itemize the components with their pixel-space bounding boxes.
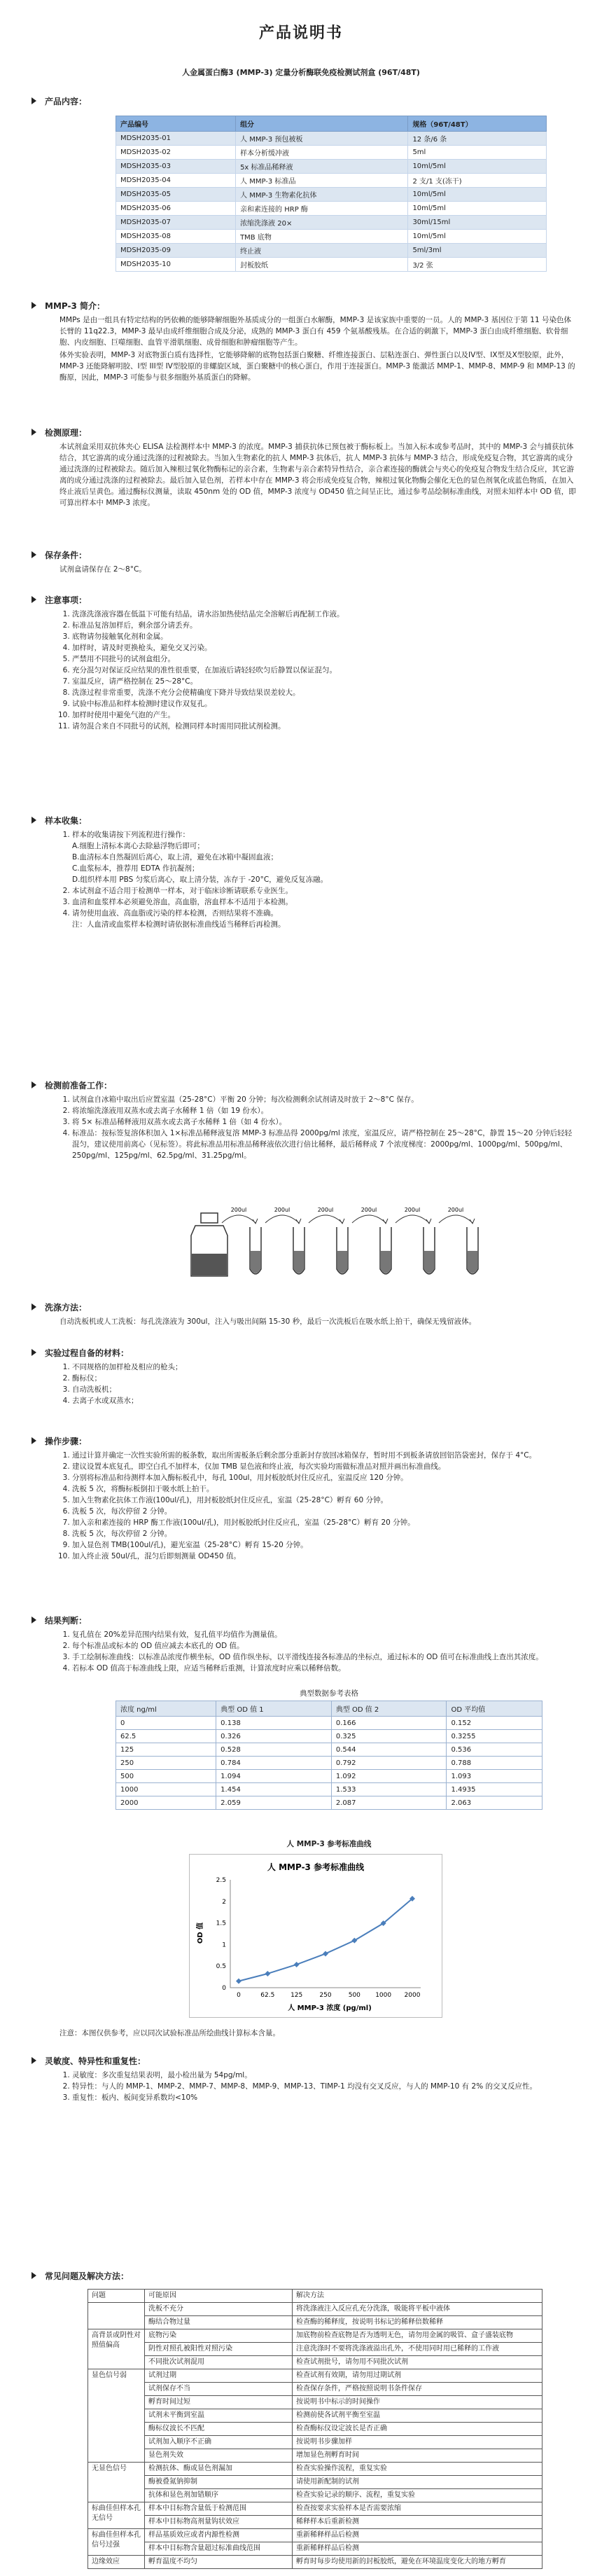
table-row xyxy=(116,1770,542,1783)
data-point xyxy=(236,1979,241,1984)
table-cell: 0.544 xyxy=(331,1743,447,1757)
table-cell: 1.093 xyxy=(447,1770,542,1783)
table-row xyxy=(88,2449,542,2463)
step-item: 4. 洗板 5 次，将酶标板倒扣于吸水纸上拍干。 xyxy=(72,1483,578,1495)
faq-cause-cell: 试剂未平衡到室温 xyxy=(145,2409,293,2423)
chart-note: 注意：本图仅供参考，应以同次试验标准品所绘曲线计算标本含量。 xyxy=(59,2029,280,2037)
section-prep xyxy=(31,1079,578,1161)
table-row xyxy=(116,188,547,202)
principle-paragraph: 本试剂盒采用双抗体夹心 ELISA 法检测样本中 MMP-3 的浓度。MMP-3 捕获抗体已预包被于酶标板上。当加入标本或参考品时，其中的 MMP-3 会与捕获抗体结合，其它游离的成分通过洗涤的过程被除去。当加入生物素化的抗人 MMP-3 抗体后，抗人 MMP-3 抗体与 MMP-3 结合，形成免疫复合物，其它游离的成分通过洗涤的过程被除去。随后加入辣根过氧化物酶标记的亲合素，生物素与亲合素特异性结合，亲合素连接的酶就会与夹心的免疫复合物发生结合反应，其它游离的成分通过洗涤的过程被除去。最后加入显色剂，若样本中存在 MMP-3 将会形成免疫复合物，辣根过氧化物酶会催化无色的显色剂氧化成蓝色物质，在加入终止液后呈黄色。通过酶标仪测量，读取 450nm 处的 OD 值，MMP-3 浓度与 OD450 值之间呈正比，通过参考品绘制标准曲线，对照未知样本中 OD 值，即可算出样本中 MMP-3 浓度。 xyxy=(59,443,576,507)
y-tick-label: 1.5 xyxy=(216,1920,226,1927)
faq-cause-cell: 样本中目标物含量低于检测范围 xyxy=(145,2502,293,2516)
list-item: 3. 血清和血浆样本必须避免溶血，高血脂，溶血样本不适用于本检测。 xyxy=(72,896,578,908)
faq-solution-cell: 检查试剂批号，请勿用不同批次试剂 xyxy=(293,2356,542,2369)
table-row xyxy=(88,2516,542,2529)
table-row xyxy=(88,2396,542,2409)
table-cell: 1.094 xyxy=(216,1770,332,1783)
note-item: 3. 底物请勿接触氧化剂和金属。 xyxy=(72,631,578,642)
prep-item: 1. 试剂盒自冰箱中取出后应置室温（25-28°C）平衡 20 分钟；每次检测剩余试剂请及时放于 2～8°C 保存。 xyxy=(72,1094,578,1105)
table-row xyxy=(116,1743,542,1757)
y-tick-label: 0.5 xyxy=(216,1963,226,1971)
result-item: 2. 每个标准品或标本的 OD 值应减去本底孔的 OD 值。 xyxy=(72,1640,578,1651)
chart-title: 人 MMP-3 参考标准曲线 xyxy=(267,1862,365,1872)
faq-solution-cell: 注意洗涤时不要将洗涤液溢出孔外，不使用同时用已稀释的工作液 xyxy=(293,2343,542,2356)
faq-cause-cell: 样本中目标物高剂量钩状效应 xyxy=(145,2516,293,2529)
table-row xyxy=(88,2476,542,2489)
step-item: 7. 加入亲和素连接的 HRP 酶工作液(100ul/孔)，用封板胶纸封住反应孔，室温（25-28°C）孵育 20 分钟。 xyxy=(72,1517,578,1528)
table-cell: 10ml/5ml xyxy=(408,230,547,244)
note-item: 6. 充分混匀对保证反应结果的准性很重要，在加液后请轻轻吹匀后静置以保证混匀。 xyxy=(72,665,578,676)
table-row xyxy=(116,1796,542,1810)
prep-item: 3. 将 5× 标准品稀释液用双蒸水或去离子水稀释 1 倍（如 4 份水）。 xyxy=(72,1116,578,1128)
materials-list xyxy=(59,1362,578,1406)
note-item: 11. 请勿混合来自不同批号的试剂，检测同样本时需用同批试剂检测。 xyxy=(72,721,578,732)
table-cell: MDSH2035-05 xyxy=(116,188,236,202)
table-cell: 1000 xyxy=(116,1783,216,1796)
table-cell: 0.138 xyxy=(216,1717,332,1730)
step-item: 6. 洗板 5 次，每次停留 2 分钟。 xyxy=(72,1506,578,1517)
table-row xyxy=(116,230,547,244)
table-cell: 10ml/5ml xyxy=(408,160,547,174)
data-point xyxy=(294,1962,300,1967)
section-arrow-icon xyxy=(31,429,36,436)
table-row xyxy=(88,2316,542,2329)
table-row xyxy=(88,2463,542,2476)
section-faq xyxy=(31,2269,578,2282)
section-arrow-icon xyxy=(31,1437,36,1444)
y-tick-label: 1 xyxy=(222,1941,226,1949)
table-cell: 终止液 xyxy=(236,244,408,258)
step-item: 2. 建议设置本底复孔，即空白孔不加样本，仅加 TMB 显色液和终止液，每次实验均需做标准品对照并画出标准曲线。 xyxy=(72,1461,578,1472)
table-cell: 3/2 张 xyxy=(408,258,547,272)
note-item: 4. 加样时，请及时更换枪头，避免交叉污染。 xyxy=(72,642,578,653)
table-row xyxy=(116,1757,542,1770)
intro-paragraph: MMPs 是由一组具有特定结构的钙依赖的能够降解细胞外基质成分的一组蛋白水解酶，MMP-3 是该家族中重要的一员。人的 MMP-3 基因位于第 11 号染色体长臂的 11q22.3，MMP-3 最早由成纤维细胞合成及分泌，成熟的 MMP-3 蛋白有 459 个氨基酸残基。在合适的刺激下，MMP-3 蛋白由成纤维细胞、软骨细胞、内皮细胞、巨噬细胞、血管平滑肌细胞、成骨细胞和肿瘤细胞等产生。 xyxy=(59,316,571,347)
table-row xyxy=(116,216,547,230)
section-title: 检测原理： xyxy=(45,427,88,438)
table-cell: 2.063 xyxy=(447,1796,542,1810)
performance-item: 1. 灵敏度：多次重复结果表明，最小检出量为 54pg/ml。 xyxy=(72,2070,578,2081)
list-item xyxy=(72,829,578,885)
faq-solution-cell: 检查试剂有效期，请勿用过期试剂 xyxy=(293,2369,542,2383)
section-contents xyxy=(31,95,578,107)
faq-table-header: 可能原因 xyxy=(145,2290,293,2303)
result-item: 1. 复孔值在 20%差异范围内结果有效，复孔值平均值作为测量值。 xyxy=(72,1629,578,1640)
list-item-text: 样本的收集请按下列流程进行操作： xyxy=(72,831,190,839)
x-tick-label: 250 xyxy=(319,1992,332,1999)
faq-table-header: 问题 xyxy=(88,2290,145,2303)
transfer-volume-label: 200ul xyxy=(360,1207,377,1213)
table-cell: 人 MMP-3 预包被板 xyxy=(236,132,408,146)
sub-item: C.血浆标本，推荐用 EDTA 作抗凝剂； xyxy=(72,864,200,873)
wash-text: 自动洗板机或人工洗板：每孔洗涤液为 300ul，注入与吸出间隔 15-30 秒，最后一次洗板后在吸水纸上拍干，确保无残留液体。 xyxy=(59,1317,477,1326)
od-table-header: OD 平均值 xyxy=(447,1701,542,1717)
table-cell: 浓缩洗涤液 20× xyxy=(236,216,408,230)
sub-item: A.细胞上清标本离心去除悬浮物后即可； xyxy=(72,842,204,850)
section-arrow-icon xyxy=(31,551,36,558)
table-row xyxy=(116,1783,542,1796)
note-item: 9. 试验中标准品和样本检测时建议作双复孔。 xyxy=(72,698,578,709)
table-cell: 0.325 xyxy=(331,1730,447,1743)
material-item: 4. 去离子水或双蒸水； xyxy=(72,1395,578,1406)
faq-solution-cell: 检查酶标仪设定波长是否正确 xyxy=(293,2423,542,2436)
table-row xyxy=(116,160,547,174)
table-row xyxy=(116,202,547,216)
dilution-tube-icon xyxy=(352,1207,391,1274)
section-results xyxy=(31,1614,578,1674)
x-tick-label: 0 xyxy=(237,1992,241,1999)
table-cell: 2.087 xyxy=(331,1796,447,1810)
list-item: 4. 请勿使用血液、高血脂或污染的样本检测，否则结果将不准确。 xyxy=(72,908,578,919)
table-cell: 封板胶纸 xyxy=(236,258,408,272)
table-row xyxy=(116,244,547,258)
table-cell: 1.4935 xyxy=(447,1783,542,1796)
od-table-caption: 典型数据参考表格 xyxy=(300,1689,358,1698)
faq-solution-cell: 孵育时每步均使用新的封板胶纸，避免在环境温度变化大的地方孵育 xyxy=(293,2556,542,2569)
section-title: 检测前准备工作： xyxy=(45,1080,113,1090)
table-cell: MDSH2035-09 xyxy=(116,244,236,258)
table-cell: 250 xyxy=(116,1757,216,1770)
sub-item: D.组织样本用 PBS 匀浆后离心，取上清分装，冻存于 -20°C，避免反复冻融。 xyxy=(72,875,328,884)
table-cell: MDSH2035-07 xyxy=(116,216,236,230)
section-arrow-icon xyxy=(31,302,36,309)
faq-cause-cell: 试剂保存不当 xyxy=(145,2383,293,2396)
section-arrow-icon xyxy=(31,1616,36,1623)
standard-curve-chart xyxy=(189,1854,442,2018)
faq-solution-cell: 检测前使各试剂平衡至室温 xyxy=(293,2409,542,2423)
faq-cause-cell: 检测抗体、酶或显色剂漏加 xyxy=(145,2463,293,2476)
table-cell: MDSH2035-06 xyxy=(116,202,236,216)
section-arrow-icon xyxy=(31,1081,36,1088)
faq-solution-cell: 按说明书中标示的时间操作 xyxy=(293,2396,542,2409)
faq-solution-cell: 重新稀释样品后检测 xyxy=(293,2529,542,2542)
note-item: 2. 标准品复溶加样后，剩余部分请丢弃。 xyxy=(72,620,578,631)
section-arrow-icon xyxy=(31,596,36,603)
x-tick-label: 1000 xyxy=(375,1992,392,1999)
sample-note: 注：人血清或血浆样本检测时请依据标准曲线适当稀释后再检测。 xyxy=(72,920,286,929)
table-row xyxy=(116,132,547,146)
section-steps xyxy=(31,1434,578,1562)
section-title: 操作步骤： xyxy=(45,1436,88,1446)
chart-y-axis-label: OD 值 xyxy=(197,1922,204,1944)
faq-solution-cell: 请使用新配制的试剂 xyxy=(293,2476,542,2489)
faq-solution-cell: 按说明书步骤加样 xyxy=(293,2436,542,2449)
x-tick-label: 500 xyxy=(348,1992,360,1999)
table-row xyxy=(88,2423,542,2436)
table-cell: 2000 xyxy=(116,1796,216,1810)
performance-list xyxy=(59,2070,578,2103)
performance-item: 2. 特异性：与人的 MMP-1、MMP-2、MMP-7、MMP-8、MMP-9、MMP-13、TIMP-1 均没有交叉反应，与人的 MMP-10 有 2% 的交叉反应性。 xyxy=(72,2081,578,2092)
faq-cause-cell: 酶被叠氮钠抑制 xyxy=(145,2476,293,2489)
table-row xyxy=(116,146,547,160)
table-cell: MDSH2035-01 xyxy=(116,132,236,146)
table-cell: 5ml/3ml xyxy=(408,244,547,258)
note-item: 5. 严禁用不同批号的试剂盒组分。 xyxy=(72,653,578,665)
faq-solution-cell: 检查实验记录的顺序、流程，重复实验 xyxy=(293,2489,542,2502)
note-item: 10. 加样时使用中避免气泡的产生。 xyxy=(72,709,578,721)
faq-problem-cell: 边缘效应 xyxy=(88,2556,145,2569)
section-notes xyxy=(31,593,578,732)
section-intro xyxy=(31,299,578,385)
od-table-header: 典型 OD 值 2 xyxy=(331,1701,447,1717)
note-item: 8. 洗涤过程非常重要，洗涤不充分会使精确度下降并导致结果误差较大。 xyxy=(72,687,578,698)
faq-problem-cell: 无显色信号 xyxy=(88,2463,145,2502)
table-cell: MDSH2035-03 xyxy=(116,160,236,174)
table-cell: MDSH2035-02 xyxy=(116,146,236,160)
y-tick-label: 0 xyxy=(222,1985,226,1992)
document-title: 产品说明书 xyxy=(258,25,343,42)
faq-cause-cell: 试剂加入顺序不正确 xyxy=(145,2436,293,2449)
section-principle xyxy=(31,426,578,510)
section-sample xyxy=(31,814,578,930)
faq-solution-cell: 将洗涤液注入反应孔充分洗涤，吸能将平板中液体 xyxy=(293,2303,542,2316)
section-performance xyxy=(31,2054,578,2103)
section-arrow-icon xyxy=(31,1349,36,1356)
notes-list xyxy=(59,609,578,732)
faq-cause-cell: 抗体和显色剂加错顺序 xyxy=(145,2489,293,2502)
product-table-header: 组分 xyxy=(236,116,408,132)
faq-cause-cell: 酶标仪波长不匹配 xyxy=(145,2423,293,2436)
series-line xyxy=(239,1899,412,1981)
faq-solution-cell: 增加显色剂孵育时间 xyxy=(293,2449,542,2463)
faq-cause-cell: 不同批次试剂混用 xyxy=(145,2356,293,2369)
faq-cause-cell: 样品基质效应或者内源性检测 xyxy=(145,2529,293,2542)
transfer-volume-label: 200ul xyxy=(274,1207,290,1213)
faq-cause-cell: 酶结合物过量 xyxy=(145,2316,293,2329)
result-item: 4. 若标本 OD 值高于标准曲线上限，应适当稀释后重测，计算浓度时应乘以稀释倍数。 xyxy=(72,1663,578,1674)
table-cell: 125 xyxy=(116,1743,216,1757)
section-title: 注意事项： xyxy=(45,595,88,605)
material-item: 3. 自动洗板机； xyxy=(72,1384,578,1395)
faq-problem-cell: 高背景或阴性对照值偏高 xyxy=(88,2329,145,2369)
step-item: 1. 通过计算并确定一次性实验所需的板条数，取出所需板条后剩余部分重新封存放回冰箱保存，暂时用不到板条请放回铝箔袋密封，保存于 4°C。 xyxy=(72,1450,578,1461)
table-row xyxy=(88,2383,542,2396)
table-cell: 10ml/5ml xyxy=(408,188,547,202)
chart-x-axis-label: 人 MMP-3 浓度 (pg/ml) xyxy=(288,2004,372,2012)
table-cell: 30ml/15ml xyxy=(408,216,547,230)
table-row xyxy=(88,2409,542,2423)
table-cell: 0 xyxy=(116,1717,216,1730)
table-cell: 0.536 xyxy=(447,1743,542,1757)
table-cell: 500 xyxy=(116,1770,216,1783)
results-list xyxy=(59,1629,578,1674)
x-tick-label: 62.5 xyxy=(260,1992,275,1999)
table-cell: MDSH2035-04 xyxy=(116,174,236,188)
table-row xyxy=(88,2489,542,2502)
product-table-header: 产品编号 xyxy=(116,116,236,132)
table-row xyxy=(88,2502,542,2516)
section-title: MMP-3 简介： xyxy=(45,300,105,311)
section-title: 保存条件： xyxy=(45,550,88,560)
list-item: 2. 本试剂盒不适合用于检测单一样本，对于临床诊断请联系专业医生。 xyxy=(72,885,578,896)
standard-curve-svg xyxy=(190,1855,442,2017)
dilution-tube-icon xyxy=(265,1207,304,1274)
transfer-volume-label: 200ul xyxy=(317,1207,334,1213)
faq-solution-cell: 稀释样本后重新检测 xyxy=(293,2516,542,2529)
section-arrow-icon xyxy=(31,2057,36,2064)
step-item: 3. 分别将标准品和待测样本加入酶标板孔中，每孔 100ul，用封板胶纸封住反应孔，室温反应 120 分钟。 xyxy=(72,1472,578,1483)
table-row xyxy=(88,2303,542,2316)
section-title: 结果判断： xyxy=(45,1615,88,1626)
section-materials xyxy=(31,1346,578,1406)
section-title: 灵敏度、特异性和重复性： xyxy=(45,2056,146,2066)
step-item: 8. 洗板 5 次，每次停留 2 分钟。 xyxy=(72,1528,578,1539)
table-cell: 人 MMP-3 标准品 xyxy=(236,174,408,188)
data-point xyxy=(323,1951,328,1956)
product-subtitle: 人金属蛋白酶3 (MMP-3) 定量分析酶联免疫检测试剂盒 (96T/48T) xyxy=(182,68,420,77)
product-table xyxy=(115,116,547,272)
faq-problem-cell xyxy=(88,2303,145,2329)
table-cell: TMB 底物 xyxy=(236,230,408,244)
faq-cause-cell: 孵育温度不均匀 xyxy=(145,2556,293,2569)
transfer-volume-label: 200ul xyxy=(404,1207,421,1213)
od-table xyxy=(115,1701,542,1810)
section-title: 产品内容： xyxy=(45,96,88,106)
faq-solution-cell: 检查酶的稀释度，按说明书标记的稀释倍数稀释 xyxy=(293,2316,542,2329)
table-row xyxy=(116,258,547,272)
table-cell: 人 MMP-3 生物素化抗体 xyxy=(236,188,408,202)
table-cell: 样本分析缓冲液 xyxy=(236,146,408,160)
section-arrow-icon xyxy=(31,1303,36,1310)
table-row xyxy=(88,2529,542,2542)
table-row xyxy=(116,174,547,188)
faq-cause-cell: 底物污染 xyxy=(145,2329,293,2343)
od-table-header: 典型 OD 值 1 xyxy=(216,1701,332,1717)
step-item: 5. 加入生物素化抗体工作液(100ul/孔)，用封板胶纸封住反应孔，室温（25-28°C）孵育 60 分钟。 xyxy=(72,1495,578,1506)
performance-item: 3. 重复性：板内、板间变异系数均<10% xyxy=(72,2092,578,2103)
section-arrow-icon xyxy=(31,817,36,824)
table-cell: 1.454 xyxy=(216,1783,332,1796)
table-row xyxy=(88,2369,542,2383)
section-arrow-icon xyxy=(31,2272,36,2279)
x-tick-label: 125 xyxy=(290,1992,303,1999)
note-item: 1. 洗涤洗涤液容器在低温下可能有结晶，请水浴加热使结晶完全溶解后再配制工作液。 xyxy=(72,609,578,620)
table-cell: 0.528 xyxy=(216,1743,332,1757)
faq-cause-cell: 显色剂失效 xyxy=(145,2449,293,2463)
table-row xyxy=(116,1717,542,1730)
faq-cause-cell: 样本中目标物含量超过标准曲线范围 xyxy=(145,2542,293,2556)
chart-caption: 人 MMP-3 参考标准曲线 xyxy=(286,1840,372,1848)
x-tick-label: 2000 xyxy=(404,1992,421,1999)
section-title: 样本收集： xyxy=(45,815,88,826)
table-cell: 0.788 xyxy=(447,1757,542,1770)
table-cell: 0.166 xyxy=(331,1717,447,1730)
prep-item: 2. 将浓缩洗涤液用双蒸水或去离子水稀释 1 倍（如 19 份水）。 xyxy=(72,1105,578,1116)
section-wash xyxy=(31,1301,578,1329)
prep-item: 4. 标准品：按标签复溶体积加入 1×标准品稀释液复溶 MMP-3 标准品得 2000pg/ml 浓度，室温反应，请严格控制在 25～28°C，静置 15～20 分钟后轻轻混匀，建议使用前离心（见标签）。将此标准品用标准品稀释液依次进行倍比稀释，最后稀释成 7 个浓度梯度：2000pg/ml、1000pg/ml、500pg/ml、250pg/ml、125pg/ml、62.5pg/ml、31.25pg/ml。 xyxy=(72,1128,578,1161)
table-cell: 5ml xyxy=(408,146,547,160)
faq-solution-cell: 加底物前检查底物是否为透明无色，请勿用金属的吸管、盒子盛装底物 xyxy=(293,2329,542,2343)
faq-problem-cell: 显色信号弱 xyxy=(88,2369,145,2463)
material-item: 2. 酶标仪； xyxy=(72,1373,578,1384)
table-cell: 2 支/1 支(冻干) xyxy=(408,174,547,188)
faq-cause-cell: 试剂过期 xyxy=(145,2369,293,2383)
product-table-header: 规格（96T/48T） xyxy=(408,116,547,132)
steps-list xyxy=(59,1450,578,1562)
table-cell: 0.326 xyxy=(216,1730,332,1743)
table-cell: 亲和素连接的 HRP 酶 xyxy=(236,202,408,216)
prep-list xyxy=(59,1094,578,1161)
dilution-tube-icon xyxy=(309,1207,348,1274)
faq-cause-cell: 阴性对照孔被阳性对照污染 xyxy=(145,2343,293,2356)
table-cell: 0.3255 xyxy=(447,1730,542,1743)
intro-paragraph: 体外实验表明，MMP-3 对底物蛋白质有选择性，它能够降解的底物包括蛋白聚糖、纤维连接蛋白、层粘连蛋白、弹性蛋白以及IV型、IX型及X型胶原，此外，MMP-3 还能降解明胶、I型 III型 IV型胶原的非螺旋区域，蛋白聚糖中的核心蛋白，作用于连接蛋白。MMP-3 能激活 MMP-1、MMP-8、MMP-9 和 MMP-13 的酶原，因此，MMP-3 可能参与很多细胞外基质蛋白的降解。 xyxy=(59,351,575,382)
table-cell: 0.792 xyxy=(331,1757,447,1770)
dilution-diagram xyxy=(186,1205,522,1282)
table-row xyxy=(88,2556,542,2569)
sample-list xyxy=(59,829,578,919)
section-title: 洗涤方法： xyxy=(45,1302,88,1313)
section-storage xyxy=(31,548,578,576)
table-cell: 1.092 xyxy=(331,1770,447,1783)
storage-text: 试剂盒请保存在 2～8°C。 xyxy=(59,565,146,574)
table-cell: 0.152 xyxy=(447,1717,542,1730)
transfer-volume-label: 200ul xyxy=(447,1207,464,1213)
table-row xyxy=(116,1730,542,1743)
faq-solution-cell: 检查实验操作流程，重复实验 xyxy=(293,2463,542,2476)
material-item: 1. 不同规格的加样枪及相应的枪头； xyxy=(72,1362,578,1373)
result-item: 3. 手工绘制标准曲线：以标准品浓度作横坐标，OD 值作纵坐标，以平滑线连接各标准品的坐标点，通过标本的 OD 值可在标准曲线上查出其浓度。 xyxy=(72,1651,578,1663)
table-row xyxy=(88,2436,542,2449)
note-item: 7. 室温反应，请严格控制在 25～28°C。 xyxy=(72,676,578,687)
table-row xyxy=(88,2329,542,2343)
faq-table xyxy=(88,2289,542,2569)
table-cell: 10ml/5ml xyxy=(408,202,547,216)
transfer-volume-label: 200ul xyxy=(230,1207,247,1213)
dilution-tube-icon xyxy=(396,1207,435,1274)
step-item: 9. 加入显色剂 TMB(100ul/孔)，避光室温（25-28°C）孵育 15-20 分钟。 xyxy=(72,1539,578,1551)
table-cell: 5x 标准品稀释液 xyxy=(236,160,408,174)
table-cell: MDSH2035-10 xyxy=(116,258,236,272)
table-cell: 12 条/6 条 xyxy=(408,132,547,146)
table-cell: MDSH2035-08 xyxy=(116,230,236,244)
sub-item: B.血清标本自然凝固后离心，取上清，避免在冰箱中凝固血液； xyxy=(72,853,279,861)
faq-solution-cell: 重新稀释样品后检测 xyxy=(293,2542,542,2556)
step-item: 10. 加入终止液 50ul/孔，混匀后即刻测量 OD450 值。 xyxy=(72,1551,578,1562)
dilution-tube-icon xyxy=(439,1207,478,1274)
od-table-header: 浓度 ng/ml xyxy=(116,1701,216,1717)
table-row xyxy=(88,2356,542,2369)
section-title: 实验过程自备的材料： xyxy=(45,1348,130,1358)
faq-cause-cell: 孵育时间过短 xyxy=(145,2396,293,2409)
y-tick-label: 2 xyxy=(222,1898,226,1906)
faq-table-header: 解决方法 xyxy=(293,2290,542,2303)
data-point xyxy=(265,1971,270,1976)
faq-problem-cell: 标曲佳但样本孔信号过强 xyxy=(88,2529,145,2556)
table-cell: 0.784 xyxy=(216,1757,332,1770)
faq-solution-cell: 检查保存条件，严格按照说明书条件保存 xyxy=(293,2383,542,2396)
faq-problem-cell: 标曲佳但样本孔无信号 xyxy=(88,2502,145,2529)
faq-solution-cell: 检查按要求实验样本是否需要浓缩 xyxy=(293,2502,542,2516)
y-tick-label: 2.5 xyxy=(216,1877,226,1884)
table-row xyxy=(88,2542,542,2556)
section-title: 常见问题及解决方法： xyxy=(45,2271,130,2281)
section-arrow-icon xyxy=(31,97,36,104)
table-row xyxy=(88,2343,542,2356)
table-cell: 1.533 xyxy=(331,1783,447,1796)
chart-axis xyxy=(230,1880,421,1988)
table-cell: 2.059 xyxy=(216,1796,332,1810)
faq-cause-cell: 洗板不充分 xyxy=(145,2303,293,2316)
table-cell: 62.5 xyxy=(116,1730,216,1743)
